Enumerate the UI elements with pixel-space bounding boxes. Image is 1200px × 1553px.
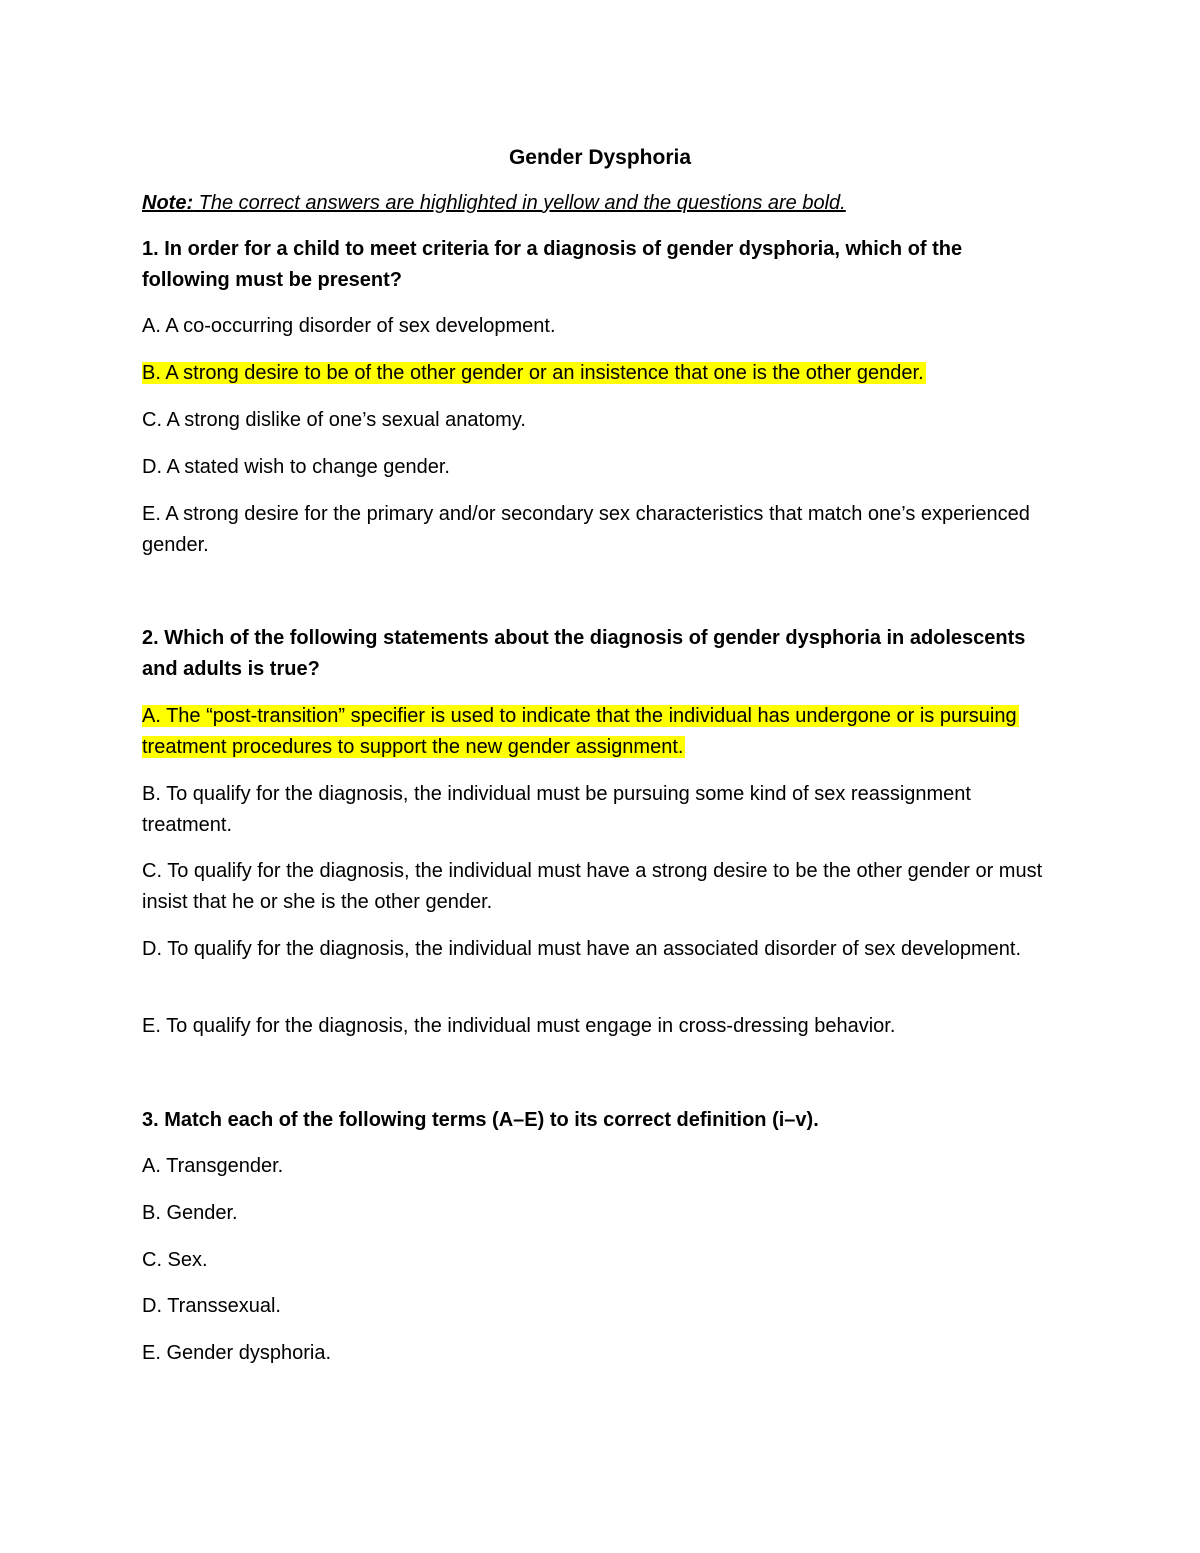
q3-term-a: A. Transgender. <box>142 1155 284 1177</box>
correct-answer-highlight: B. A strong desire to be of the other gender or an insistence that one is the other gender. <box>142 362 924 384</box>
q1-option-a: A. A co-occurring disorder of sex development. <box>142 315 556 337</box>
q3-term-e: E. Gender dysphoria. <box>142 1342 331 1364</box>
q1-option-e: E. A strong desire for the primary and/or secondary sex characteristics that match one’s experienced gender. <box>142 503 1030 556</box>
note-line <box>142 188 846 219</box>
q2-option-b: B. To qualify for the diagnosis, the individual must be pursuing some kind of sex reassignment treatment. <box>142 783 971 836</box>
q1-option-d: D. A stated wish to change gender. <box>142 456 450 478</box>
q2-option-d: D. To qualify for the diagnosis, the individual must have an associated disorder of sex development. <box>142 938 1022 960</box>
question-1: 1. In order for a child to meet criteria for a diagnosis of gender dysphoria, which of the following must be present? <box>142 238 963 291</box>
q1-option-b <box>142 358 926 389</box>
question-3: 3. Match each of the following terms (A–E) to its correct definition (i–v). <box>142 1109 819 1131</box>
note-text: The correct answers are highlighted in yellow and the questions are bold. <box>193 192 846 214</box>
page-title: Gender Dysphoria <box>508 146 692 169</box>
q3-term-d: D. Transsexual. <box>142 1295 281 1317</box>
q1-option-c: C. A strong dislike of one’s sexual anatomy. <box>142 409 526 431</box>
question-2: 2. Which of the following statements about the diagnosis of gender dysphoria in adolescents and adults is true? <box>142 627 1026 680</box>
q3-term-b: B. Gender. <box>142 1202 238 1224</box>
q2-option-e: E. To qualify for the diagnosis, the individual must engage in cross-dressing behavior. <box>142 1015 896 1037</box>
q3-term-c: C. Sex. <box>142 1249 208 1271</box>
correct-answer-highlight: A. The “post-transition” specifier is used to indicate that the individual has undergone or is pursuing treatment procedures to support the new gender assignment. <box>142 705 1017 758</box>
q2-option-c: C. To qualify for the diagnosis, the individual must have a strong desire to be the other gender or must insist that he or she is the other gender. <box>142 860 1043 913</box>
q2-option-a <box>142 701 1022 763</box>
note-label: Note: <box>142 192 194 214</box>
